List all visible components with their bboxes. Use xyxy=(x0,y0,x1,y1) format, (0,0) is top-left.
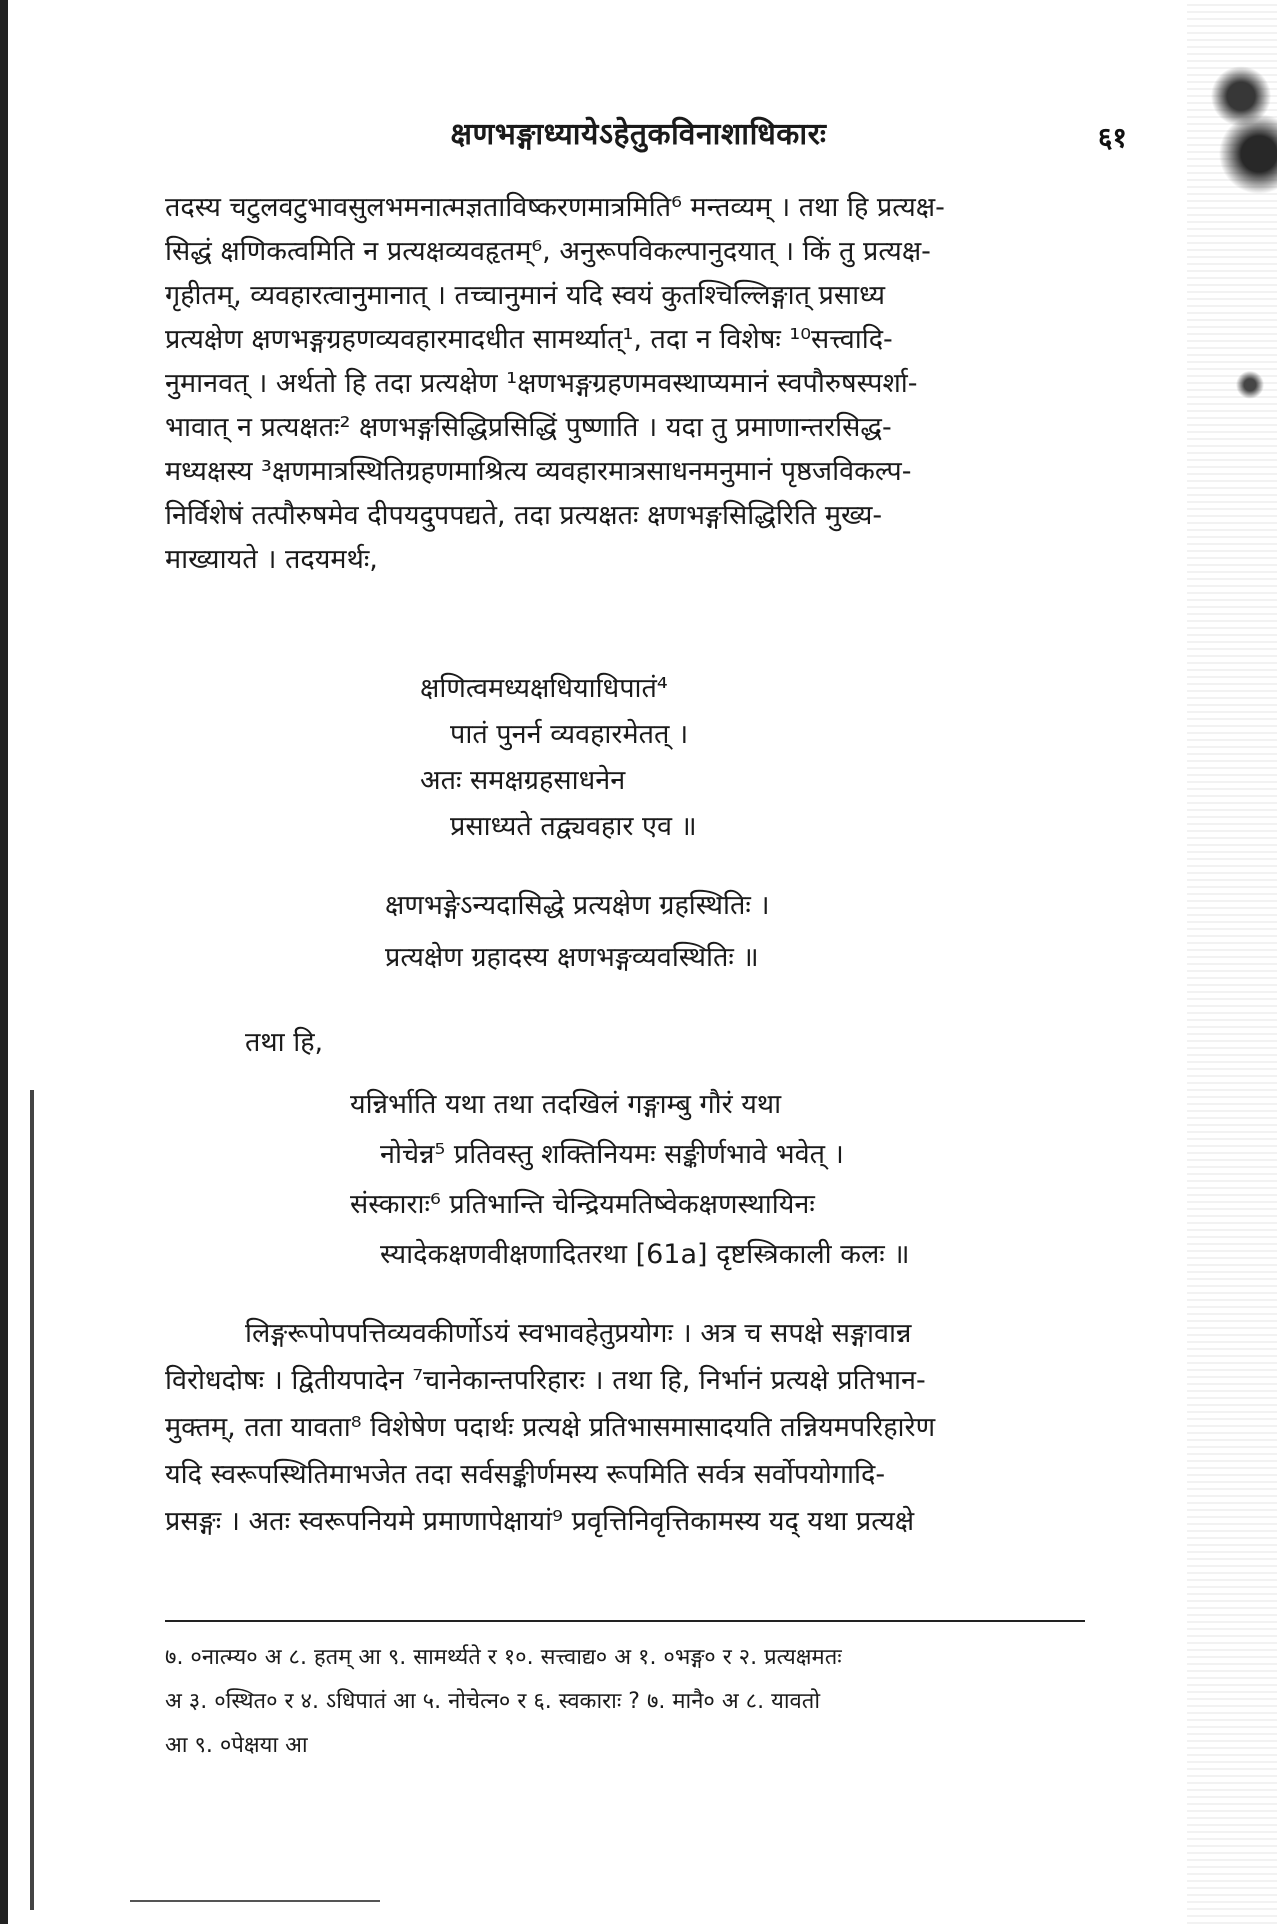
text-line: मध्यक्षस्य ³क्षणमात्रस्थितिग्रहणमाश्रित्य व्यवहारमात्रसाधनमनुमानं पृष्ठजविकल्प- xyxy=(165,456,912,487)
footnote-line: अ ३. ०स्थित० र ४. ऽधिपातं आ ५. नोचेत्न० र ६. स्वकाराः ? ७. मानै० अ ८. यावतो xyxy=(165,1689,821,1714)
scan-edge-left xyxy=(0,0,8,1924)
paragraph-1 xyxy=(165,186,1095,582)
verse-line: क्षणित्वमध्यक्षधियाधिपातं⁴ xyxy=(420,673,668,704)
text-line: लिङ्गरूपोपपत्तिव्यवकीर्णोऽयं स्वभावहेतुप्रयोगः । अत्र च सपक्षे सङ्गावान्न xyxy=(245,1318,912,1349)
text-line: सिद्धं क्षणिकत्वमिति न प्रत्यक्षव्यवहृतम्⁶, अनुरूपविकल्पानुदयात् । किं तु प्रत्यक्ष- xyxy=(165,236,931,267)
verse-line: स्यादेकक्षणवीक्षणादितरथा [61a] दृष्टस्त्रिकाली कलः ॥ xyxy=(380,1239,910,1270)
text-line: निर्विशेषं तत्पौरुषमेव दीपयदुपपद्यते, तदा प्रत्यक्षतः क्षणभङ्गसिद्धिरिति मुख्य- xyxy=(165,500,883,531)
footnote-line: आ ९. ०पेक्षया आ xyxy=(165,1733,308,1758)
verse-2 xyxy=(385,880,770,984)
verse-1 xyxy=(420,666,697,850)
paragraph-2 xyxy=(165,1310,1095,1545)
tatha-hi: तथा हि, xyxy=(245,1027,324,1058)
footnotes xyxy=(165,1636,1095,1768)
verse-line: क्षणभङ्गेऽन्यदासिद्धे प्रत्यक्षेण ग्रहस्थितिः । xyxy=(385,890,770,921)
verse-line: अतः समक्षग्रहसाधनेन xyxy=(420,765,626,796)
verse-line: यन्निर्भाति यथा तथा तदखिलं गङ्गाम्बु गौरं यथा xyxy=(350,1089,782,1120)
text-line: तदस्य चटुलवटुभावसुलभमनात्मज्ञताविष्करणमात्रमिति⁶ मन्तव्यम् । तथा हि प्रत्यक्ष- xyxy=(165,192,945,223)
running-header: क्षणभङ्गाध्यायेऽहेतुकविनाशाधिकारः xyxy=(450,117,827,152)
text-line: माख्यायते । तदयमर्थः, xyxy=(165,544,378,575)
scan-noise-right xyxy=(1187,0,1277,1924)
verse-line: प्रसाध्यते तद्व्यवहार एव ॥ xyxy=(450,811,697,842)
verse-line: पातं पुनर्न व्यवहारमेतत् । xyxy=(450,719,689,750)
text-line: भावात् न प्रत्यक्षतः² क्षणभङ्गसिद्धिप्रसिद्धिं पुष्णाति । यदा तु प्रमाणान्तरसिद्ध- xyxy=(165,412,892,443)
footnote-line: ७. ०नात्म्य० अ ८. हतम् आ ९. सामर्थ्यते र १०. सत्त्वाद्य० अ १. ०भङ्ग० र २. प्रत्यक्षमतः xyxy=(165,1645,842,1670)
text-line: विरोधदोषः । द्वितीयपादेन ⁷चानेकान्तपरिहारः । तथा हि, निर्भानं प्रत्यक्षे प्रतिभान- xyxy=(165,1365,926,1396)
verse-line: संस्काराः⁶ प्रतिभान्ति चेन्द्रियमतिष्वेकक्षणस्थायिनः xyxy=(350,1189,815,1220)
page-number: ६१ xyxy=(1097,121,1127,154)
text-line: नुमानवत् । अर्थतो हि तदा प्रत्यक्षेण ¹क्षणभङ्गग्रहणमवस्थाप्यमानं स्वपौरुषस्पर्शा- xyxy=(165,368,918,399)
verse-line: नोचेन्न⁵ प्रतिवस्तु शक्तिनियमः सङ्कीर्णभावे भवेत् । xyxy=(380,1139,844,1170)
text-line: यदि स्वरूपस्थितिमाभजेत तदा सर्वसङ्कीर्णमस्य रूपमिति सर्वत्र सर्वोपयोगादि- xyxy=(165,1459,886,1490)
text-line: प्रत्यक्षेण क्षणभङ्गग्रहणव्यवहारमादधीत सामर्थ्यात्¹, तदा न विशेषः ¹⁰सत्त्वादि- xyxy=(165,324,893,355)
text-line: गृहीतम्, व्यवहारत्वानुमानात् । तच्चानुमानं यदि स्वयं कुतश्चिल्लिङ्गात् प्रसाध्य xyxy=(165,280,885,311)
text-line: मुक्तम्, तता यावता⁸ विशेषेण पदार्थः प्रत्यक्षे प्रतिभासमासादयति तन्नियमपरिहारेण xyxy=(165,1412,936,1443)
scan-mark-left xyxy=(30,1090,34,1910)
scan-line-bottom xyxy=(130,1900,380,1902)
text-line: प्रसङ्गः । अतः स्वरूपनियमे प्रमाणापेक्षायां⁹ प्रवृत्तिनिवृत्तिकामस्य यद् यथा प्रत्यक्षे xyxy=(165,1506,915,1537)
verse-3 xyxy=(350,1080,910,1280)
footnote-rule xyxy=(165,1620,1085,1622)
verse-line: प्रत्यक्षेण ग्रहादस्य क्षणभङ्गव्यवस्थितिः ॥ xyxy=(385,942,759,973)
